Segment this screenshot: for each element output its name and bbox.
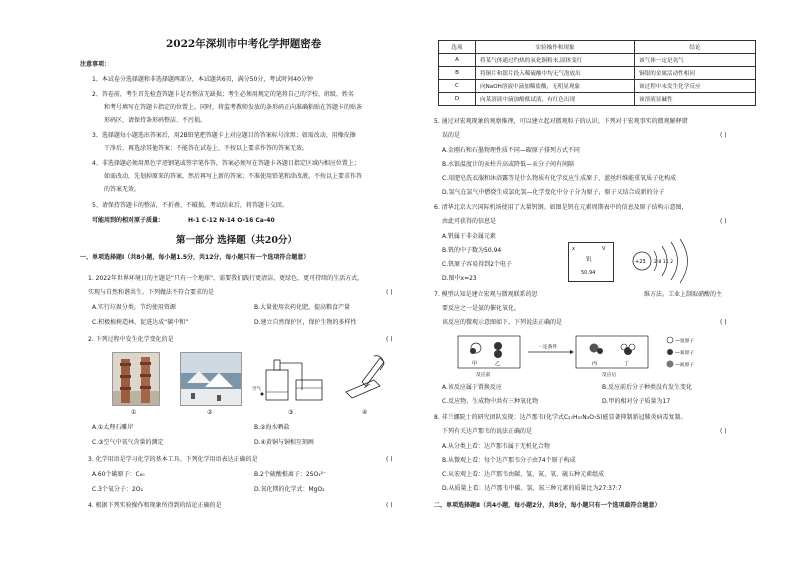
table-cell: D [439, 93, 476, 106]
reaction-diagram [458, 334, 658, 378]
reaction-condition: 一定条件 [538, 345, 558, 350]
q2-option-d: D.④黄铜与铜相互刻画 [254, 439, 314, 446]
legend-oxygen: —氧原子 [675, 351, 695, 356]
legend-hydrogen: —氢原子 [675, 339, 695, 344]
product-label: 丙 [592, 361, 598, 367]
q7-stem: 该反应的微观示意图如下。下列说法正确的是 [442, 319, 563, 326]
answer-paren: ( ) [386, 336, 393, 343]
q3-option-d: D.氧化镁的化学式：MgO₂ [254, 486, 325, 493]
atom-legend [666, 334, 726, 374]
q5-option-c: C.用肥皂洗衣服和沐浴露等是什么物质有化学反应生成原子，蓝丝纤维能重氧质子化构成 [442, 175, 677, 182]
q2-option-a: A.①太理石雕岸 [92, 424, 134, 431]
q6-stem: 6. 清华北京大兴国际机场使用了大量钒钢。如图是钒在元素周期表中的信息及原子结构示意图， [434, 204, 688, 211]
table-cell: 该溶液显碱性 [635, 93, 756, 106]
note-line: 和考号填写在答题卡指定的位置上。同时，将监考教师发放的条形码正向准确粘贴在答题卡的贴条 [104, 104, 363, 111]
nucleus-charge: +23 [635, 259, 646, 265]
product-label: 丁 [624, 361, 630, 367]
fig-label: ① [131, 409, 137, 416]
answer-paren: ( ) [386, 289, 393, 296]
q2-scratch-diagram [344, 352, 388, 402]
q2-photo-stone-columns [112, 352, 160, 406]
before-label: 反应前 [476, 373, 491, 378]
q3-option-a: A.60个碳原子：C₆₀ [92, 471, 145, 478]
atomic-mass-values: H-1 C-12 N-14 O-16 Ca-40 [188, 217, 275, 224]
q8-option-c: C.从宏观上看：达芦那韦由碳、氢、氮、氧、硫五种元素组成 [442, 471, 605, 478]
q5-option-a: A.金刚石和石墨物理性质不同—碳原子排列方式不同 [442, 147, 580, 154]
answer-paren: ( ) [386, 502, 393, 509]
table-cell: 将铜片和银片投入稀硫酸中均无气泡放出 [476, 67, 635, 80]
periodic-table-cell [568, 242, 614, 282]
note-line: 1、本试卷分选择题和非选择题两部分，本试题共6页，满分50分，考试时间40分钟 [92, 76, 313, 83]
q8-option-b: B.从微观上看：每个达芦那韦分子由74个原子构成 [442, 457, 576, 464]
table-cell: 该气体一定是氢气 [635, 54, 756, 67]
table-header: 选项 [439, 41, 476, 54]
fig-label: ③ [288, 409, 294, 416]
q2-apparatus-diagram [252, 350, 326, 406]
q8-option-d: D.从质量上看：达芦那韦中碳、氢、氮三种元素的质量比为27:37:7 [442, 485, 622, 492]
note-line: 5、请保持答题卡的整洁，不折叠、不破损，考试结束后，将答题卡交回。 [92, 202, 288, 209]
q6-stem: 由此可获得的信息是 [442, 218, 497, 225]
table-header: 实验操作和现象 [476, 41, 635, 54]
fig-label: ④ [362, 409, 368, 416]
q1-option-a: A.实行垃圾分类，节约使用资源 [92, 304, 176, 311]
table-row [439, 93, 756, 106]
legend-nitrogen: —氮原子 [675, 363, 695, 368]
q6-option-c: C.钒原子容易得到2个电子 [442, 261, 512, 268]
q2-stem: 2. 下列过程中发生化学变化的是 [88, 336, 174, 343]
q6-option-a: A.钒属于非金属元素 [442, 233, 496, 240]
atomic-mass: 50.94 [581, 270, 596, 276]
answer-paren: ( ) [386, 456, 393, 463]
q8-stem: 下列有关达芦那韦的说法正确的是 [442, 428, 533, 435]
q7-stem: 维方法。工业上制取硝酸的主 [644, 291, 723, 298]
table-row [439, 80, 756, 93]
note-line: 形码区，请保持条形码整洁、不污损。 [104, 117, 207, 124]
atomic-structure-diagram [630, 236, 700, 286]
note-line: 的答案无效。 [104, 186, 141, 193]
section2-heading: 二、单项选择题Ⅱ（共4小题，每小题2分，共8分，每小题只有一个选项最符合题意） [434, 502, 661, 509]
q2-option-c: C.③空气中氧气含量的测定 [92, 439, 164, 446]
q6-option-d: D.图中x=23 [442, 275, 477, 282]
note-line: 如需改动，先划掉原来的答案，然后再写上新的答案；不准使用铅笔和涂改液。不按以上要求作答 [104, 173, 363, 180]
q2-option-b: B.②海水晒盐 [254, 424, 290, 431]
q3-stem: 3. 化学用语是学习化学的基本工具。下列化学用语表达正确的是 [88, 456, 258, 463]
q5-stem: 误的是 [442, 132, 461, 139]
q4-stem: 4. 根据下列实验操作和现象所得到的结论正确的是 [88, 502, 222, 509]
q5-option-d: D.氢气在氯气中燃烧生成氯化氢—化学变化中分子分为原子，原子又结合成新的分子 [442, 189, 665, 196]
q5-stem: 5. 通过对宏观现象的观察推理，可以建立起对微观粒子的认识。下列对于宏观事实的微观解释错 [434, 118, 688, 125]
table-header-row [439, 41, 756, 54]
q3-option-b: B.2个硫酸根离子：2SO₄²⁻ [254, 471, 327, 478]
q7-option-b: B.反应前后分子种类没有发生变化 [602, 384, 693, 391]
element-name: 钒 [586, 257, 592, 263]
table-row [439, 67, 756, 80]
note-line: 2、答卷前，考生首先检查答题卡是否整洁无缺损；考生必须用规定的笔将自己的学校、班级、姓名 [92, 91, 354, 98]
q7-stem: 要反应之一是氨的催化氧化。 [442, 305, 521, 312]
q5-option-b: B.水银温度计的汞柱升高或降低—汞分子间有间隔 [442, 161, 575, 168]
q8-stem: 8. 非兰娜院士的研究团队发现：达芦那韦(化学式C₂₇H₃₇N₃O₇S)能显著抑制新冠肺炎病毒复制。 [434, 414, 687, 421]
answer-paren: ( ) [720, 428, 727, 435]
q7-option-a: A.该反应属于置换反应 [442, 384, 502, 391]
left-column [68, 0, 413, 562]
q1-option-c: C.积极植树造林，促进达成“碳中和” [92, 319, 189, 326]
reactant-label: 甲 [472, 361, 478, 367]
table-cell: 该过程中未发生化学反应 [635, 80, 756, 93]
table-cell: C [439, 80, 476, 93]
table-cell: 向NaOH溶液中滴加稀盐酸，无明显现象 [476, 80, 635, 93]
note-line: 3、选择题每小题选出答案后，用2B铅笔把答题卡上对应题目的答案标号涂黑；如需改动，用橡皮擦 [92, 132, 356, 139]
table-cell: 将某气体通过灼热的氧化铜粉末,固体变红 [476, 54, 635, 67]
atomic-mass-label: 可能用到的相对原子质量： [92, 217, 165, 224]
q6-option-b: B.钒的中子数为50.94 [442, 247, 502, 254]
q7-stem: 7. 模型认知是建立宏观与微观联系的思 [434, 291, 538, 298]
q7-option-d: D.甲的相对分子质量为17 [602, 398, 671, 405]
after-label: 反应后 [602, 373, 617, 378]
answer-paren: ( ) [720, 319, 727, 326]
atomic-number: x [572, 246, 575, 252]
table-header: 结论 [635, 41, 756, 54]
q1-option-b: B.大量使用农药化肥，提高粮食产量 [254, 304, 351, 311]
note-line: 4、非选择题必须用黑色字迹钢笔或签字笔作答，答案必须写在答题卡各题目指定区域内相应位置上； [92, 160, 360, 167]
table-row [439, 54, 756, 67]
q4-table [438, 40, 756, 106]
reactant-label: 乙 [495, 361, 501, 367]
notes-heading: 注意事项： [80, 61, 111, 68]
electron-shells: 2 8 11 2 [654, 260, 673, 265]
q8-option-a: A.从分类上看：达芦那韦属于无机化合物 [442, 443, 550, 450]
table-cell: A [439, 54, 476, 67]
q1-stem: 实现与自然和谐共生。下列做法不符合要求的是 [88, 289, 215, 296]
q1-option-d: D.建立自然保护区，保护生物的多样性 [254, 319, 357, 326]
answer-paren: ( ) [720, 132, 727, 139]
answer-paren: ( ) [720, 218, 727, 225]
page-title: 2022年深圳市中考化学押题密卷 [166, 38, 322, 50]
q1-stem: 1. 2022年世界环境日的主题是“只有一个地球”，需要我们践行更清洁、更绿色、更可持续的生活方式， [88, 275, 364, 282]
fig-label: ② [207, 409, 213, 416]
note-line: 干净后，再选涂其他答案；不能答在试卷上，不按以上要求作答的答案无效。 [104, 145, 309, 152]
table-cell: 向某溶液中滴加酚酞试液，有红色出现 [476, 93, 635, 106]
q7-option-c: C.反应物、生成物中共有三种氧化物 [442, 398, 539, 405]
table-cell: B [439, 67, 476, 80]
section1-heading: 一、单项选择题Ⅰ（共8小题，每小题1.5分，共12分，每小题只有一个选项符合题意） [80, 254, 310, 261]
table-cell: 铜银的金属活动性相同 [635, 67, 756, 80]
right-column [428, 0, 758, 562]
q2-photo-salt-field [180, 352, 242, 406]
q3-option-c: C.3个氧分子：2O₂ [92, 486, 143, 493]
part1-heading: 第一部分 选择题（共20分） [176, 235, 298, 246]
element-symbol: V [602, 246, 606, 252]
q2-air-label: 空气 [252, 387, 261, 392]
